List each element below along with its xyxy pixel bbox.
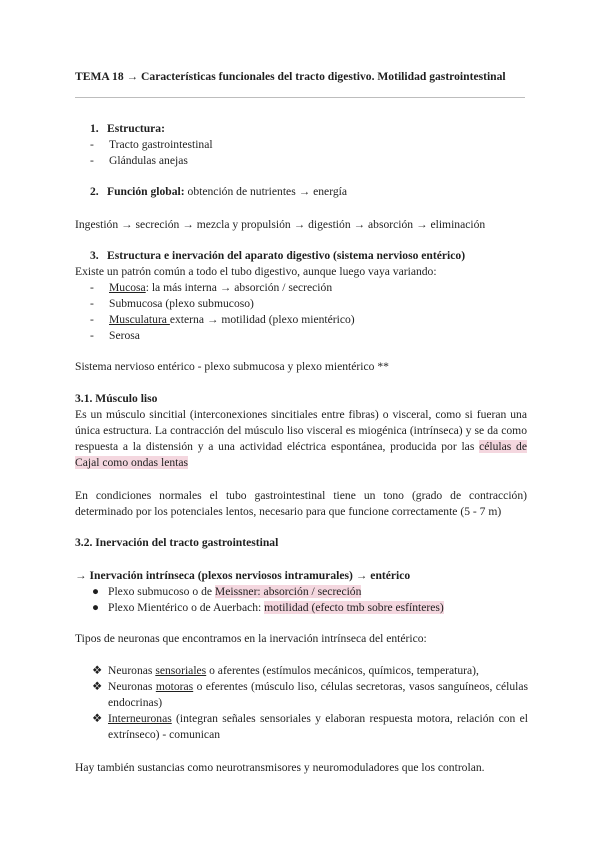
highlight-cajal: células de Cajal como ondas lentas — [75, 440, 528, 469]
diamond-bullet-icon: ❖ — [92, 712, 103, 725]
subsection-3-2-subheading: → Inervación intrínseca (plexos nerviosos intramurales) → entérico — [75, 569, 411, 582]
list-item: ● Plexo submucoso o de Meissner: absorción / secreción — [92, 585, 362, 598]
list-item: - Serosa — [90, 329, 140, 342]
section-3-heading: 3. Estructura e inervación del aparato digestivo (sistema nervioso entérico) — [90, 249, 466, 262]
list-item: - Submucosa (plexo submucoso) — [90, 297, 254, 310]
paragraph-tone: En condiciones normales el tubo gastrointestinal tiene un tono (grado de contracción) determinado por los potenciales lentos, necesario para que funcione correctamente (5 - 7 m) — [75, 489, 527, 518]
list-item: ● Plexo Mientérico o de Auerbach: motilidad (efecto tmb sobre esfínteres) — [92, 601, 444, 614]
neuron-types-intro: Tipos de neuronas que encontramos en la inervación intrínseca del entérico: — [75, 632, 427, 645]
paragraph-muscle: Es un músculo sincitial (interconexiones sincitiales entre fibras) o visceral, como si fueran una única estructura. La contracción del músculo liso visceral es miogénica (intrínseca) y se da como respuesta a la distensión y a una actividad eléctrica espontánea, producida por las células de Cajal como ondas lentas — [75, 408, 528, 469]
diamond-bullet-icon: ❖ — [92, 664, 103, 677]
list-item: - Tracto gastrointestinal — [90, 138, 213, 151]
list-item: - Glándulas anejas — [90, 154, 188, 167]
page-title: TEMA 18 → Características funcionales del tracto digestivo. Motilidad gastrointestinal — [75, 70, 506, 83]
diamond-bullet-icon: ❖ — [92, 680, 103, 693]
section-3-intro: Existe un patrón común a todo el tubo digestivo, aunque luego vaya variando: — [75, 265, 437, 278]
closing-line: Hay también sustancias como neurotransmisores y neuromoduladores que los controlan. — [75, 761, 485, 774]
section-3-note: Sistema nervioso entérico - plexo submucosa y plexo mientérico ** — [75, 360, 389, 373]
process-flow: Ingestión → secreción → mezcla y propulsión → digestión → absorción → eliminación — [75, 218, 486, 231]
subsection-3-1-heading: 3.1. Músculo liso — [75, 392, 158, 405]
title-divider — [75, 97, 525, 98]
list-item: ❖ Interneuronas (integran señales sensoriales y elaboran respuesta motora, relación con el extrínseco) - comunican — [92, 712, 528, 741]
list-item: ❖ Neuronas motoras o eferentes (músculo liso, células secretoras, vasos sanguíneos, células endocrinas) — [92, 680, 528, 709]
list-item: - Mucosa: la más interna → absorción / secreción — [90, 281, 333, 294]
subsection-3-2-heading: 3.2. Inervación del tracto gastrointestinal — [75, 536, 279, 549]
section-1-title: Estructura: — [107, 122, 165, 135]
list-item: - Musculatura externa → motilidad (plexo mientérico) — [90, 313, 355, 326]
list-item: ❖ Neuronas sensoriales o aferentes (estímulos mecánicos, químicos, temperatura), — [92, 664, 479, 677]
section-2-heading: 2. Función global: obtención de nutrientes → energía — [90, 185, 348, 198]
section-1-heading: 1. Estructura: — [90, 122, 165, 135]
